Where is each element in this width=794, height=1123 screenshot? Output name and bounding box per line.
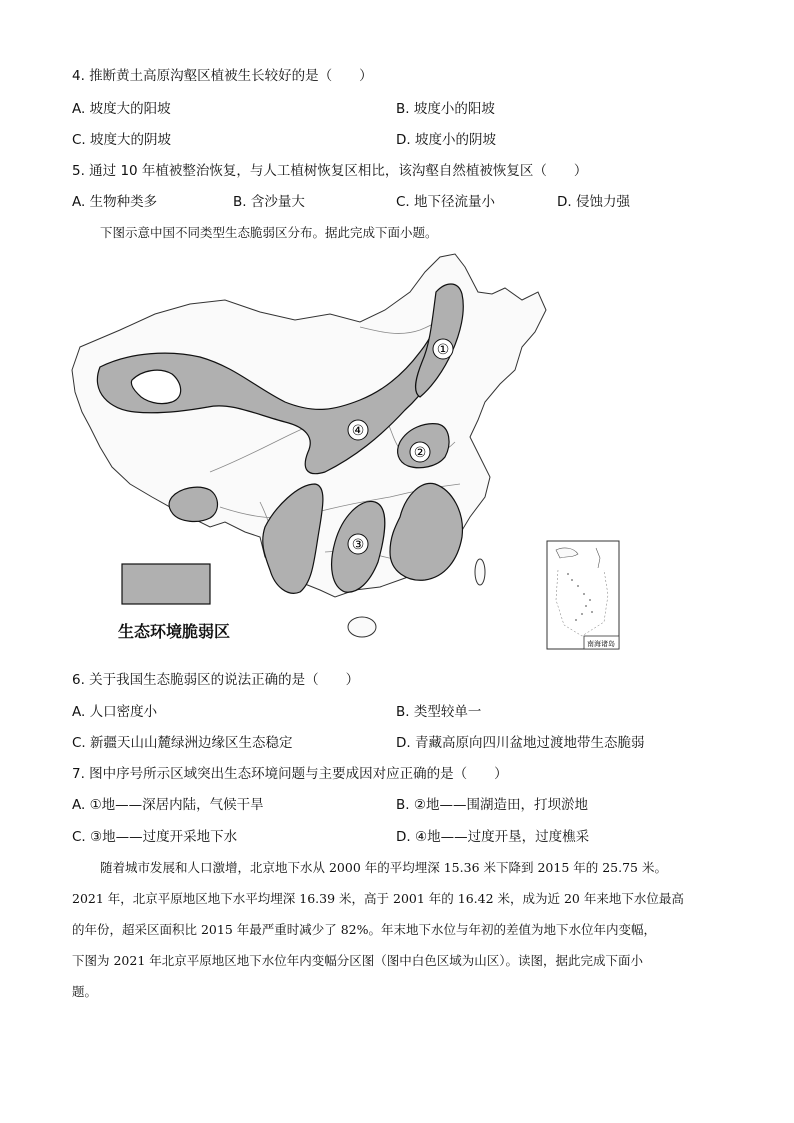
q4-stem: 4. 推断黄土高原沟壑区植被生长较好的是（ ） — [72, 68, 373, 84]
svg-text:①: ① — [436, 342, 450, 358]
q6-option-a: A. 人口密度小 — [72, 704, 158, 720]
q7-option-c: C. ③地——过度开采地下水 — [72, 829, 238, 845]
q4-option-b: B. 坡度小的阳坡 — [396, 101, 495, 117]
q4-option-d: D. 坡度小的阴坡 — [396, 132, 496, 148]
q5-option-d: D. 侵蚀力强 — [557, 194, 630, 210]
svg-text:③: ③ — [351, 537, 365, 553]
passage-line-2: 2021 年，北京平原地区地下水平均埋深 16.39 米，高于 2001 年的 16.42 米，成为近 20 年来地下水位最高 — [72, 891, 684, 906]
zone-label-4 — [348, 420, 368, 440]
svg-text:②: ② — [413, 445, 427, 461]
q5-option-a: A. 生物种类多 — [72, 194, 158, 210]
q5-stem: 5. 通过 10 年植被整治恢复，与人工植树恢复区相比，该沟壑自然植被恢复区（ ） — [72, 163, 588, 179]
q6-option-b: B. 类型较单一 — [396, 704, 482, 720]
hainan-island — [348, 617, 376, 637]
passage-line-4: 下图为 2021 年北京平原地区地下水位年内变幅分区图（图中白色区域为山区）。读图，据此完成下面小 — [72, 953, 644, 968]
taiwan-island — [475, 559, 485, 585]
q5-option-b: B. 含沙量大 — [233, 194, 305, 210]
svg-text:④: ④ — [351, 423, 365, 439]
passage-line-1: 随着城市发展和人口激增，北京地下水从 2000 年的平均埋深 15.36 米下降到 2015 年的 25.75 米。 — [100, 860, 667, 875]
q7-stem: 7. 图中序号所示区域突出生态环境问题与主要成因对应正确的是（ ） — [72, 766, 508, 782]
q4-option-a: A. 坡度大的阳坡 — [72, 101, 171, 117]
q7-option-d: D. ④地——过度开垦，过度樵采 — [396, 829, 590, 845]
zone-label-3 — [348, 534, 368, 554]
q6-option-d: D. 青藏高原向四川盆地过渡地带生态脆弱 — [396, 735, 645, 751]
q7-option-a: A. ①地——深居内陆，气候干旱 — [72, 797, 264, 813]
q6-option-c: C. 新疆天山山麓绿洲边缘区生态稳定 — [72, 735, 293, 751]
map-intro: 下图示意中国不同类型生态脆弱区分布。据此完成下面小题。 — [100, 225, 438, 240]
inset-label: 南海诸岛 — [587, 640, 615, 648]
q7-option-b: B. ②地——围湖造田，打坝淤地 — [396, 797, 588, 813]
legend-label: 生态环境脆弱区 — [118, 622, 231, 641]
zone-label-2 — [410, 442, 430, 462]
q6-stem: 6. 关于我国生态脆弱区的说法正确的是（ ） — [72, 672, 360, 688]
legend-swatch — [122, 564, 210, 604]
q5-option-c: C. 地下径流量小 — [396, 194, 496, 210]
passage-line-5: 题。 — [72, 984, 98, 999]
south-china-sea-inset — [546, 540, 620, 650]
china-ecological-fragile-zones-map — [60, 252, 550, 652]
q4-option-c: C. 坡度大的阴坡 — [72, 132, 172, 148]
zone-label-1 — [433, 339, 453, 359]
passage-line-3: 的年份，超采区面积比 2015 年最严重时减少了 82%。年末地下水位与年初的差值为地下水位年内变幅， — [72, 922, 657, 937]
